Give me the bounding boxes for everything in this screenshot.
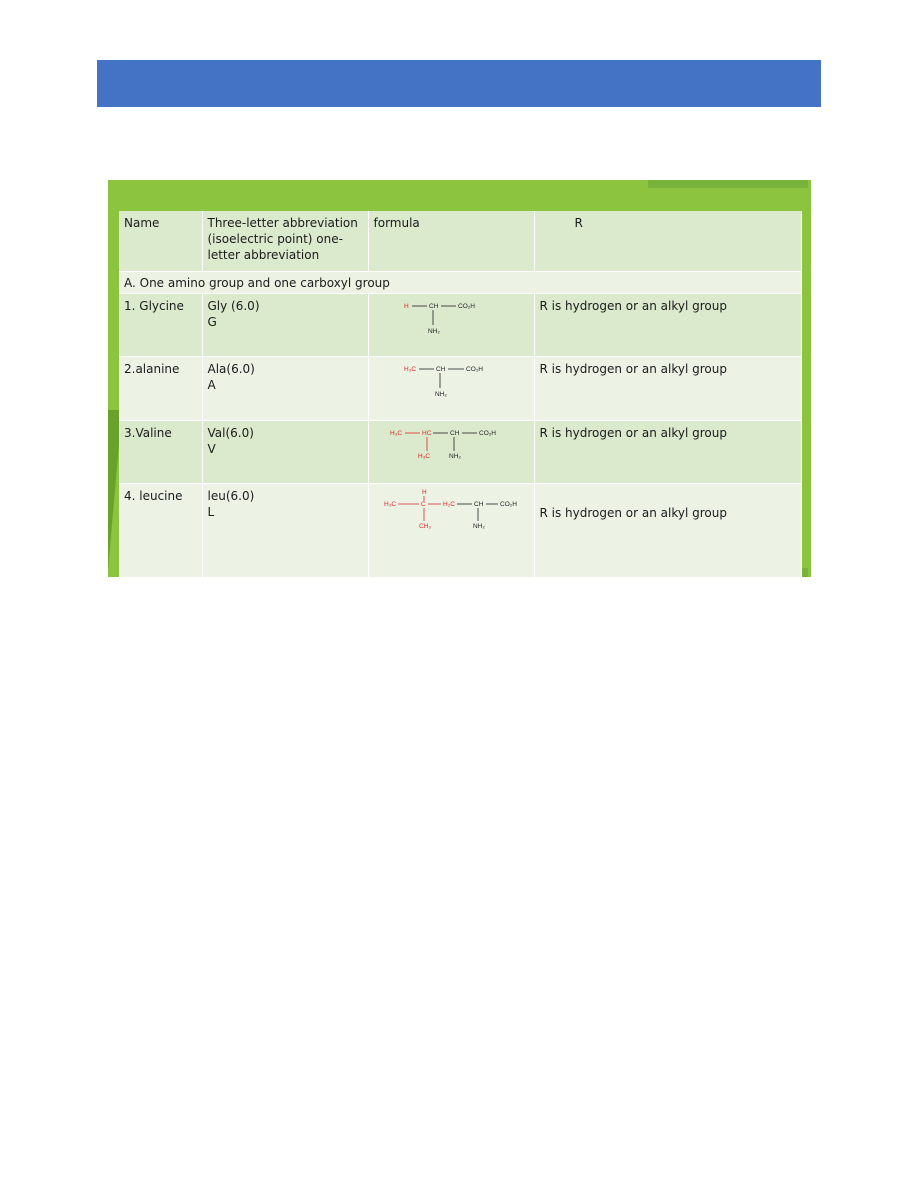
cell-formula bbox=[368, 357, 534, 421]
amine: NH₂ bbox=[427, 328, 440, 335]
r-group-h: H bbox=[403, 303, 409, 310]
cell-abbreviation bbox=[202, 294, 368, 357]
carboxyl: CO₂H bbox=[478, 430, 496, 437]
r-group-h2c: H₂C bbox=[442, 501, 455, 508]
abbr-one: A bbox=[207, 378, 216, 392]
amine: NH₂ bbox=[472, 523, 485, 530]
table-row-glycine bbox=[119, 294, 801, 357]
r-group-h: H bbox=[421, 489, 427, 496]
amine: NH₂ bbox=[448, 453, 461, 460]
decor-shape-top bbox=[648, 180, 808, 188]
slide-frame bbox=[108, 180, 811, 577]
alanine-structure bbox=[374, 361, 524, 403]
cell-formula bbox=[368, 294, 534, 357]
cell-abbreviation bbox=[202, 484, 368, 578]
section-row bbox=[119, 272, 801, 294]
header-formula: formula bbox=[368, 211, 534, 272]
table-row-valine bbox=[119, 421, 801, 484]
table-row-alanine bbox=[119, 357, 801, 421]
valine-structure bbox=[374, 425, 524, 467]
cell-abbreviation bbox=[202, 357, 368, 421]
header-r bbox=[534, 211, 801, 272]
cell-name: 4. leucine bbox=[119, 484, 202, 578]
cell-name: 2.alanine bbox=[119, 357, 202, 421]
cell-r: R is hydrogen or an alkyl group bbox=[534, 421, 801, 484]
r-group-ch3: CH₃ bbox=[418, 523, 431, 530]
cell-abbreviation bbox=[202, 421, 368, 484]
abbr-three: Ala(6.0) bbox=[207, 362, 255, 376]
abbr-three: Val(6.0) bbox=[207, 426, 254, 440]
header-r-label: R bbox=[574, 216, 583, 230]
alpha-ch: CH bbox=[473, 501, 483, 508]
header-abbreviation: Three-letter abbreviation (isoelectric point) one-letter abbreviation bbox=[202, 211, 368, 272]
cell-r: R is hydrogen or an alkyl group bbox=[534, 357, 801, 421]
cell-formula bbox=[368, 421, 534, 484]
cell-name: 3.Valine bbox=[119, 421, 202, 484]
glycine-structure bbox=[374, 298, 524, 340]
r-group-h3c: H₃C bbox=[403, 366, 416, 373]
carboxyl: CO₂H bbox=[499, 501, 517, 508]
table-row-leucine bbox=[119, 484, 801, 578]
abbr-three: Gly (6.0) bbox=[207, 299, 260, 313]
r-group-hc: HC bbox=[421, 430, 431, 437]
leucine-structure bbox=[374, 488, 524, 532]
abbr-one: V bbox=[207, 442, 216, 456]
abbr-one: L bbox=[207, 505, 215, 519]
r-group-h3c: H₃C bbox=[389, 430, 402, 437]
carboxyl: CO₂H bbox=[465, 366, 483, 373]
table-header-row bbox=[119, 211, 801, 272]
amino-acid-table bbox=[119, 211, 802, 577]
cell-formula bbox=[368, 484, 534, 578]
abbr-three: leu(6.0) bbox=[207, 489, 255, 503]
table-title-band bbox=[119, 188, 801, 211]
alpha-ch: CH bbox=[435, 366, 445, 373]
r-group-h3c: H₃C bbox=[383, 501, 396, 508]
cell-r: R is hydrogen or an alkyl group bbox=[534, 294, 801, 357]
r-group-branch: H₃C bbox=[417, 453, 430, 460]
section-label: A. One amino group and one carboxyl group bbox=[119, 272, 801, 294]
header-bar bbox=[97, 60, 821, 107]
cell-name: 1. Glycine bbox=[119, 294, 202, 357]
alpha-ch: CH bbox=[428, 303, 438, 310]
alpha-ch: CH bbox=[449, 430, 459, 437]
carboxyl: CO₂H bbox=[457, 303, 475, 310]
amine: NH₂ bbox=[434, 391, 447, 398]
cell-r-text: R is hydrogen or an alkyl group bbox=[539, 506, 727, 520]
slide-content bbox=[119, 188, 801, 571]
abbr-one: G bbox=[207, 315, 217, 329]
r-group-c: C bbox=[420, 501, 426, 508]
header-name: Name bbox=[119, 211, 202, 272]
cell-r bbox=[534, 484, 801, 578]
